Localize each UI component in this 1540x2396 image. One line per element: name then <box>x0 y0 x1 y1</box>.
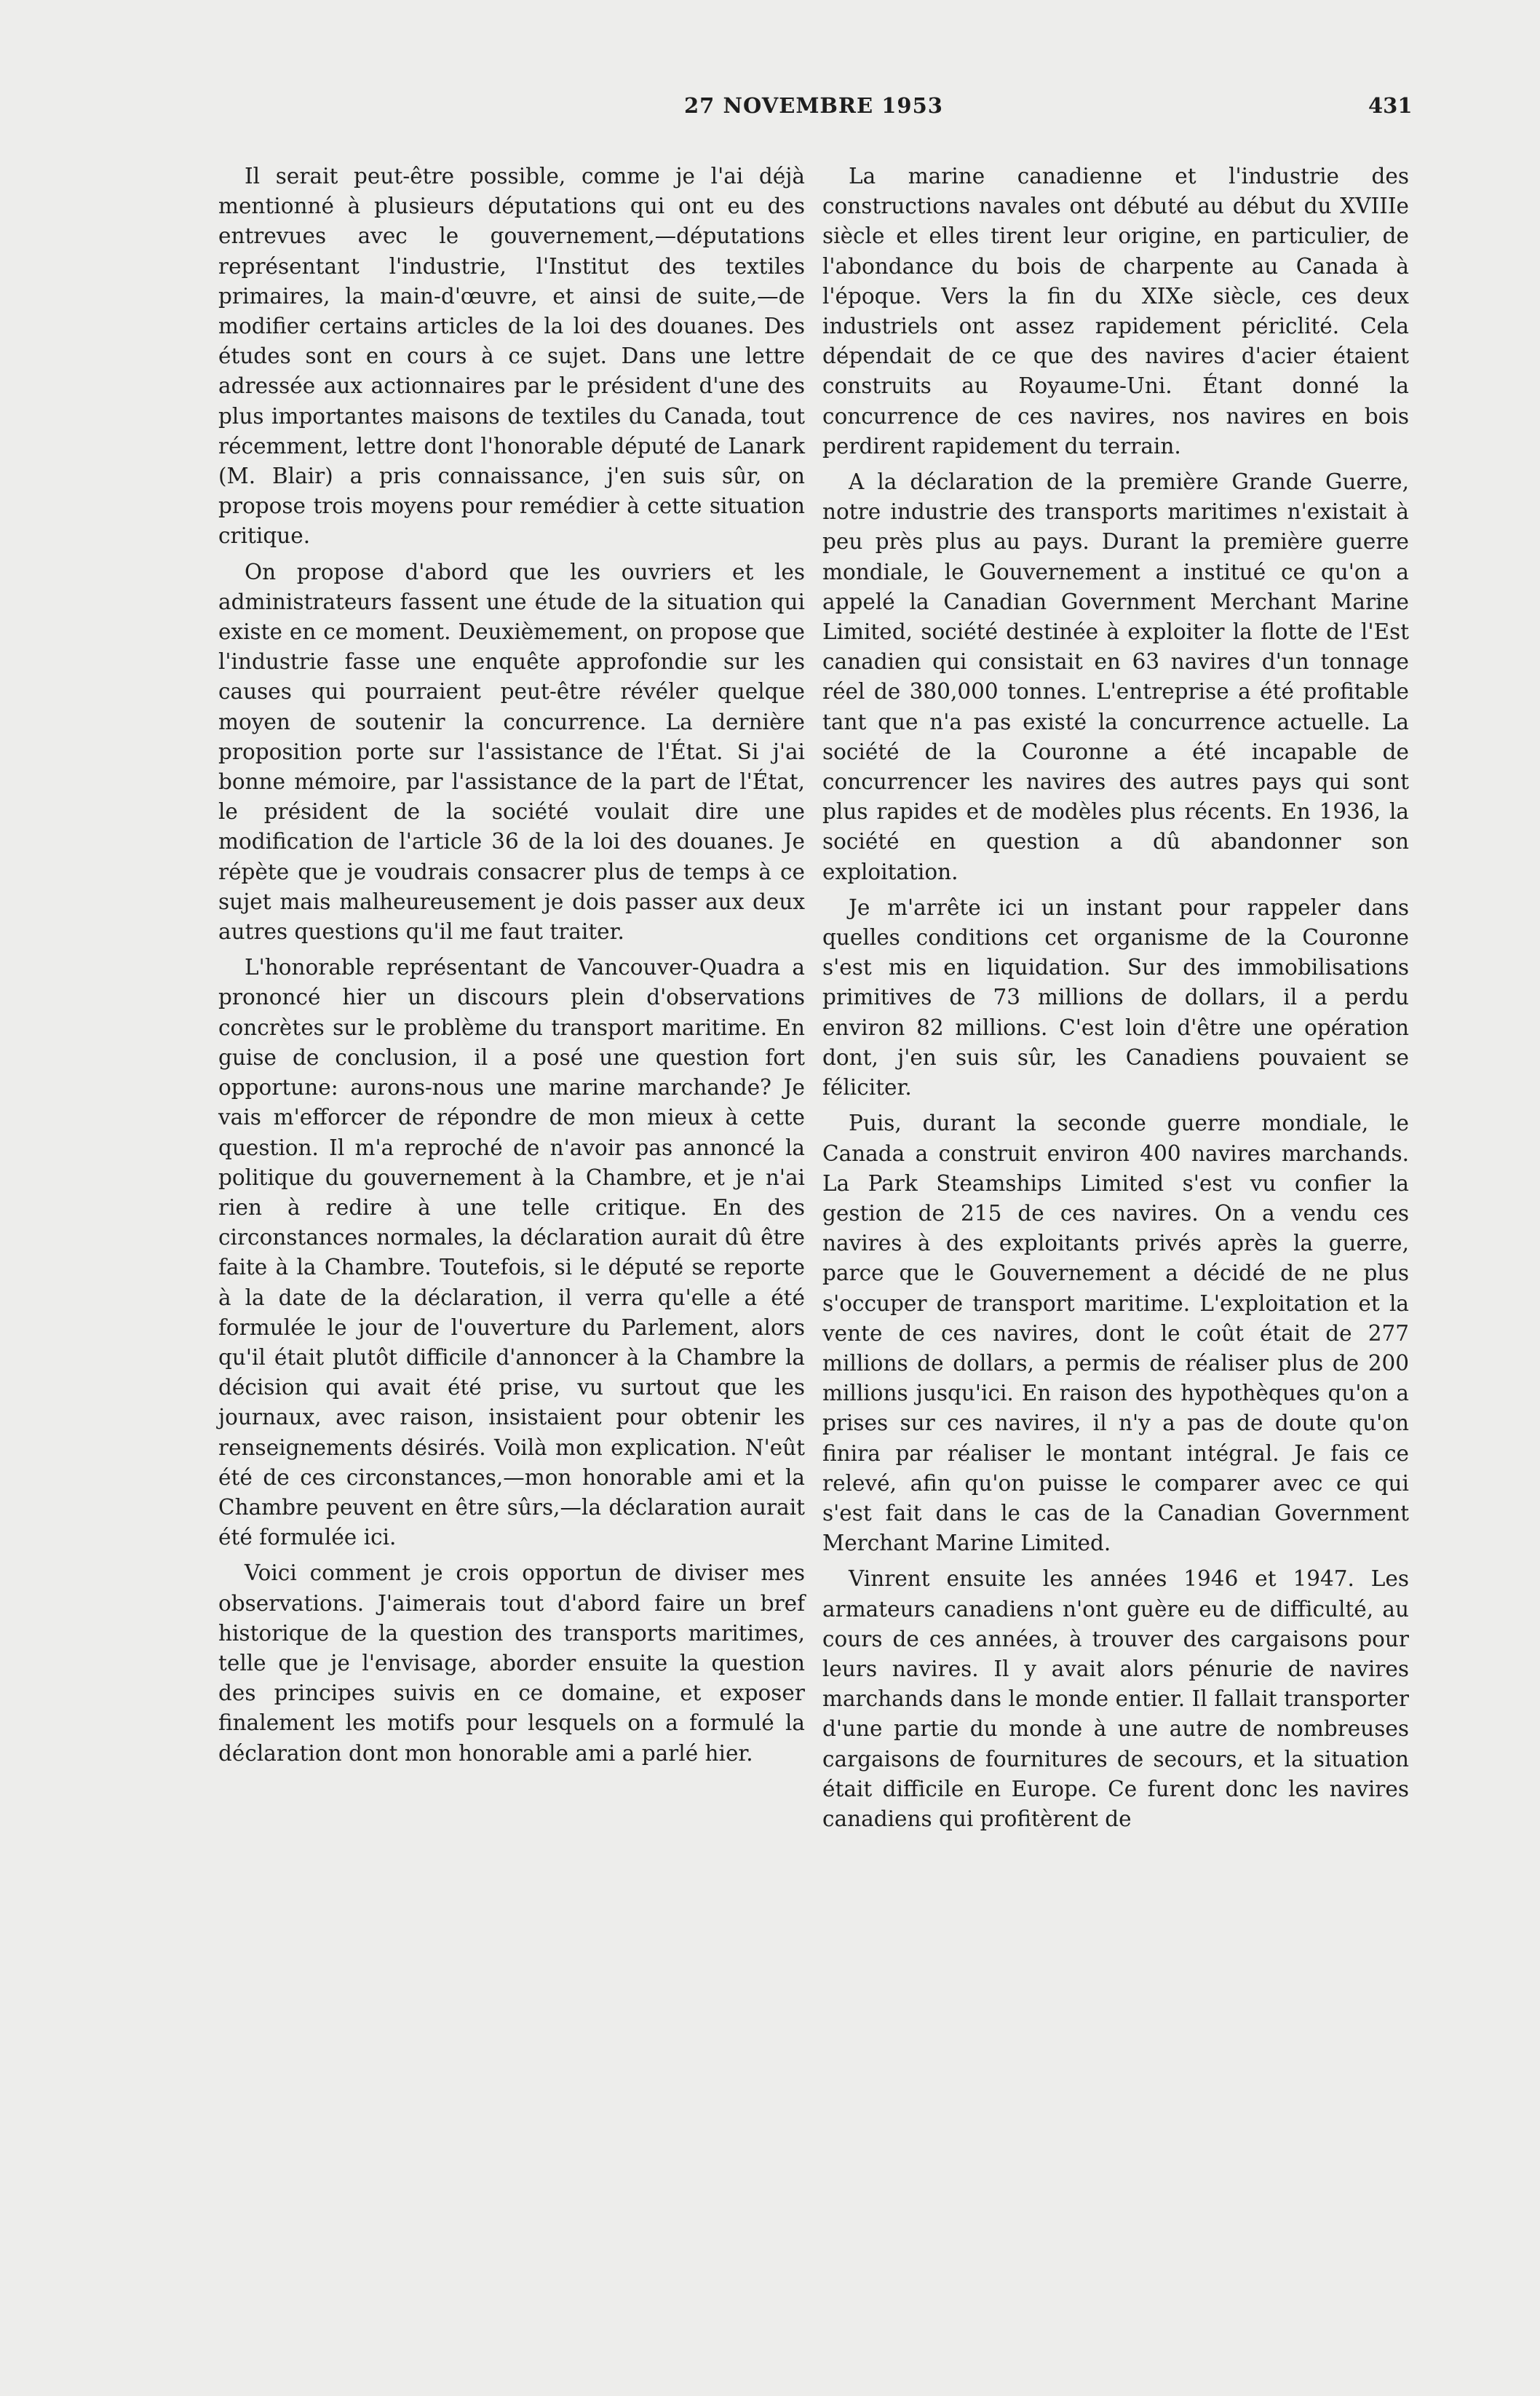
paragraph: Vinrent ensuite les années 1946 et 1947. Les armateurs canadiens n'ont guère eu de difficulté, au cours de ces années, à trouver des cargaisons pour leurs navires. Il y avait alors pénurie de navires marchands dans le monde entier. Il fallait transporter d'une partie du monde à une autre de nombreuses cargaisons de fournitures de secours, et la situation était difficile en Europe. Ce furent donc les navires canadiens qui profitèrent de <box>822 1566 1409 1831</box>
right-column <box>822 162 1409 1840</box>
paragraph: Il serait peut-être possible, comme je l'ai déjà mentionné à plusieurs députations qui ont eu des entrevues avec le gouvernement,—députations représentant l'industrie, l'Institut des textiles primaires, la main-d'œuvre, et ainsi de suite,—de modifier certains articles de la loi des douanes. Des études sont en cours à ce sujet. Dans une lettre adressée aux actionnaires par le président d'une des plus importantes maisons de textiles du Canada, tout récemment, lettre dont l'honorable député de Lanark (M. Blair) a pris connaissance, j'en suis sûr, on propose trois moyens pour remédier à cette situation critique. <box>218 164 805 549</box>
paragraph: On propose d'abord que les ouvriers et les administrateurs fassent une étude de la situation qui existe en ce moment. Deuxièmement, on propose que l'industrie fasse une enquête approfondie sur les causes qui pourraient peut-être révéler quelque moyen de soutenir la concurrence. La dernière proposition porte sur l'assistance de l'État. Si j'ai bonne mémoire, par l'assistance de la part de l'État, le président de la société voulait dire une modification de l'article 36 de la loi des douanes. Je répète que je voudrais consacrer plus de temps à ce sujet mais malheureusement je dois passer aux deux autres questions qu'il me faut traiter. <box>218 559 805 945</box>
paragraph: Je m'arrête ici un instant pour rappeler dans quelles conditions cet organisme de la Couronne s'est mis en liquidation. Sur des immobilisations primitives de 73 millions de dollars, il a perdu environ 82 millions. C'est loin d'être une opération dont, j'en suis sûr, les Canadiens pouvaient se féliciter. <box>822 894 1409 1100</box>
left-column <box>218 162 805 1774</box>
page-header <box>0 93 1540 137</box>
page-number: 431 <box>1368 93 1413 118</box>
paragraph: A la déclaration de la première Grande Guerre, notre industrie des transports maritimes n'existait à peu près plus au pays. Durant la première guerre mondiale, le Gouvernement a institué ce qu'on a appelé la Canadian Government Merchant Marine Limited, société destinée à exploiter la flotte de l'Est canadien qui consistait en 63 navires d'un tonnage réel de 380,000 tonnes. L'entreprise a été profitable tant que n'a pas existé la concurrence actuelle. La société de la Couronne a été incapable de concurrencer les navires des autres pays qui sont plus rapides et de modèles plus récents. En 1936, la société en question a dû abandonner son exploitation. <box>822 469 1409 884</box>
paragraph: La marine canadienne et l'industrie des constructions navales ont débuté au début du XVIIIe siècle et elles tirent leur origine, en particulier, de l'abondance du bois de charpente au Canada à l'époque. Vers la fin du XIXe siècle, ces deux industriels ont assez rapidement périclité. Cela dépendait de ce que des navires d'acier étaient construits au Royaume-Uni. Étant donné la concurrence de ces navires, nos navires en bois perdirent rapidement du terrain. <box>822 164 1409 459</box>
paragraph: Voici comment je crois opportun de diviser mes observations. J'aimerais tout d'abord faire un bref historique de la question des transports maritimes, telle que je l'envisage, aborder ensuite la question des principes suivis en ce domaine, et exposer finalement les motifs pour lesquels on a formulé la déclaration dont mon honorable ami a parlé hier. <box>218 1560 805 1766</box>
header-date: 27 NOVEMBRE 1953 <box>684 93 943 118</box>
paragraph: L'honorable représentant de Vancouver-Quadra a prononcé hier un discours plein d'observations concrètes sur le problème du transport maritime. En guise de conclusion, il a posé une question fort opportune: aurons-nous une marine marchande? Je vais m'efforcer de répondre de mon mieux à cette question. Il m'a reproché de n'avoir pas annoncé la politique du gouvernement à la Chambre, et je n'ai rien à redire à une telle critique. En des circonstances normales, la déclaration aurait dû être faite à la Chambre. Toutefois, si le député se reporte à la date de la déclaration, il verra qu'elle a été formulée le jour de l'ouverture du Parlement, alors qu'il était plutôt difficile d'annoncer à la Chambre la décision qui avait été prise, vu surtout que les journaux, avec raison, insistaient pour obtenir les renseignements désirés. Voilà mon explication. N'eût été de ces circonstances,—mon honorable ami et la Chambre peuvent en être sûrs,—la déclaration aurait été formulée ici. <box>218 955 805 1550</box>
paragraph: Puis, durant la seconde guerre mondiale, le Canada a construit environ 400 navires marchands. La Park Steamships Limited s'est vu confier la gestion de 215 de ces navires. On a vendu ces navires à des exploitants privés après la guerre, parce que le Gouvernement a décidé de ne plus s'occuper de transport maritime. L'exploitation et la vente de ces navires, dont le coût était de 277 millions de dollars, a permis de réaliser plus de 200 millions jusqu'ici. En raison des hypothèques qu'on a prises sur ces navires, il n'y a pas de doute qu'on finira par réaliser le montant intégral. Je fais ce relevé, afin qu'on puisse le comparer avec ce qui s'est fait dans le cas de la Canadian Government Merchant Marine Limited. <box>822 1111 1409 1556</box>
